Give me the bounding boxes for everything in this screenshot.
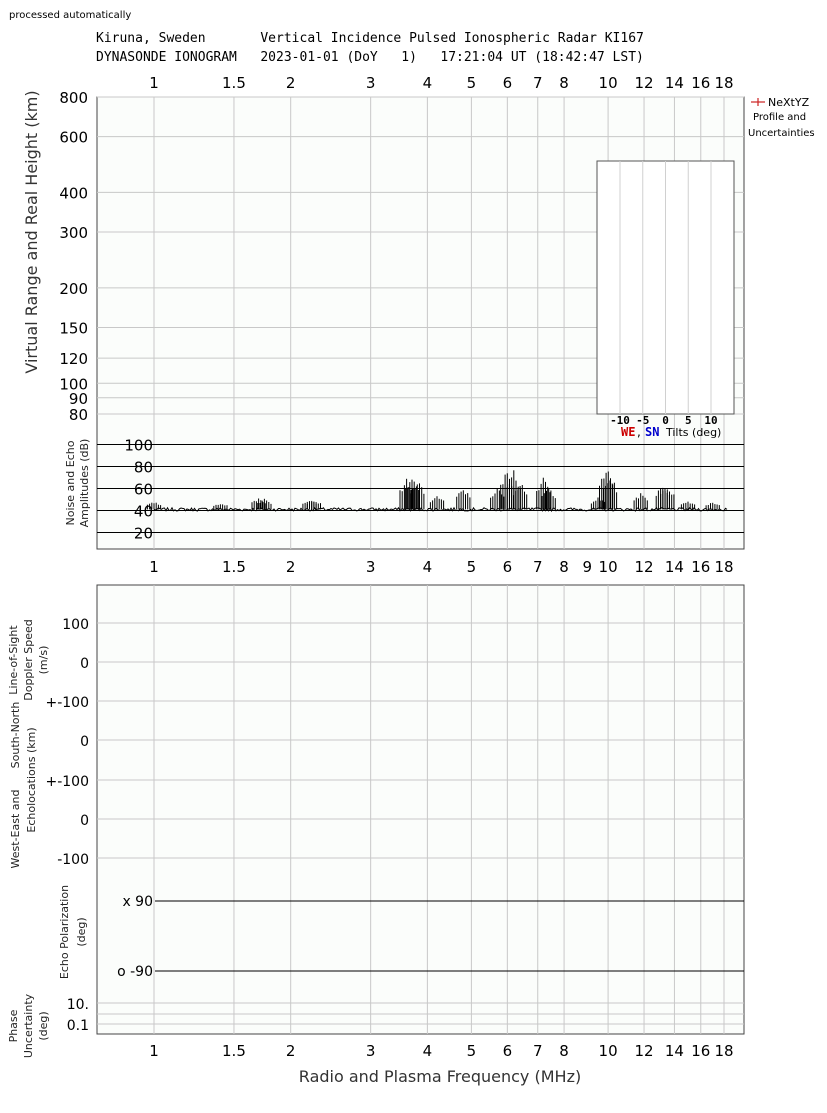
tilt-tick-label: 10 xyxy=(704,414,718,427)
amplitude-x-tick-label: 12 xyxy=(634,558,654,576)
legend-line3: Uncertainties xyxy=(748,128,815,139)
lower-x-tick-label: 1 xyxy=(149,1042,159,1060)
polarization-tick-label: x 90 xyxy=(122,894,153,910)
height-x-tick-label: 14 xyxy=(664,74,684,92)
height-y-tick-label: 90 xyxy=(68,389,88,408)
lower-y-tick-label: 0 xyxy=(80,734,89,750)
height-y-tick-label: 200 xyxy=(59,279,88,298)
lower-x-tick-label: 3 xyxy=(365,1042,376,1060)
tilt-tick-label: 0 xyxy=(662,414,669,427)
amplitude-x-tick-label: 5 xyxy=(466,558,477,576)
phase-tick-label: 0.1 xyxy=(66,1018,89,1034)
amplitude-x-tick-label: 7 xyxy=(532,558,543,576)
amplitude-x-tick-label: 10 xyxy=(598,558,618,576)
height-x-tick-label: 7 xyxy=(532,74,543,92)
lower-x-tick-label: 4 xyxy=(422,1042,433,1060)
amplitude-x-tick-label: 14 xyxy=(664,558,684,576)
tilt-sn-label: SN xyxy=(645,425,660,439)
amplitude-x-tick-label: 2 xyxy=(285,558,296,576)
height-x-tick-label: 2 xyxy=(285,74,296,92)
processing-note: processed automatically xyxy=(9,10,132,21)
legend-title: NeXtYZ xyxy=(768,96,810,109)
legend-line2: Profile and xyxy=(753,112,807,123)
lower-x-tick-label: 14 xyxy=(664,1042,684,1060)
nextyz-legend xyxy=(748,96,815,139)
height-panel-x-ticks xyxy=(149,74,733,92)
height-x-tick-label: 8 xyxy=(559,74,569,92)
height-y-tick-label: 100 xyxy=(59,375,88,394)
height-y-tick-label: 400 xyxy=(59,184,88,203)
echo-title-3: Echolocations (km) xyxy=(25,727,38,833)
height-x-tick-label: 5 xyxy=(466,74,477,92)
amplitude-x-tick-label: 16 xyxy=(691,558,711,576)
lower-y-tick-label: +-100 xyxy=(45,774,89,790)
amplitude-x-tick-label: 9 xyxy=(582,558,593,576)
amplitude-axis-title-1: Noise and Echo xyxy=(64,440,77,526)
height-x-tick-label: 6 xyxy=(502,74,513,92)
height-axis-title: Virtual Range and Real Height (km) xyxy=(22,90,41,374)
amplitude-y-tick-label: 60 xyxy=(133,480,153,499)
echo-title-1: West-East and xyxy=(9,789,22,869)
height-x-tick-label: 18 xyxy=(714,74,734,92)
lower-x-tick-label: 7 xyxy=(532,1042,543,1060)
amplitude-y-tick-label: 20 xyxy=(133,524,153,543)
tilt-tick-label: -5 xyxy=(636,414,650,427)
lower-x-tick-label: 8 xyxy=(559,1042,569,1060)
doppler-title-1: Line-of-Sight xyxy=(7,625,20,695)
amplitude-y-tick-label: 40 xyxy=(133,502,153,521)
height-y-tick-label: 600 xyxy=(59,128,88,147)
echo-title-2: South-North xyxy=(9,701,22,769)
doppler-title-3: (m/s) xyxy=(37,645,50,675)
lower-x-tick-label: 5 xyxy=(466,1042,477,1060)
lower-x-tick-label: 1.5 xyxy=(222,1042,246,1060)
doppler-title-2: Doppler Speed xyxy=(22,619,35,701)
tilt-we-label: WE xyxy=(621,425,636,439)
amplitude-x-tick-label: 18 xyxy=(714,558,734,576)
amplitude-y-tick-label: 100 xyxy=(124,436,153,455)
lower-x-tick-label: 16 xyxy=(691,1042,711,1060)
height-x-tick-label: 1 xyxy=(149,74,159,92)
height-x-tick-label: 12 xyxy=(634,74,654,92)
height-y-tick-label: 150 xyxy=(59,319,88,338)
height-x-tick-label: 3 xyxy=(365,74,376,92)
amplitude-x-tick-label: 4 xyxy=(422,558,433,576)
height-panel-y-ticks xyxy=(59,89,88,424)
tilt-comma: , xyxy=(637,425,641,439)
height-x-tick-label: 16 xyxy=(691,74,711,92)
amplitude-x-ticks xyxy=(149,558,733,576)
lower-y-tick-label: 0 xyxy=(80,656,89,672)
tilt-units: Tilts (deg) xyxy=(666,426,722,439)
lower-panel-frame xyxy=(97,585,744,1034)
amplitude-x-tick-label: 8 xyxy=(559,558,569,576)
x-axis-title: Radio and Plasma Frequency (MHz) xyxy=(298,1067,582,1086)
polarization-title-2: (deg) xyxy=(75,917,88,947)
height-y-tick-label: 300 xyxy=(59,224,88,243)
phase-tick-label: 10. xyxy=(66,997,89,1013)
lower-y-tick-label: -100 xyxy=(57,852,89,868)
lower-x-tick-label: 6 xyxy=(502,1042,513,1060)
height-x-tick-label: 10 xyxy=(598,74,618,92)
height-y-tick-label: 80 xyxy=(68,406,88,424)
phase-title-2: Uncertainty xyxy=(22,993,35,1059)
phase-title-1: Phase xyxy=(7,1009,20,1043)
lower-x-tick-label: 2 xyxy=(285,1042,296,1060)
polarization-tick-label: o -90 xyxy=(117,964,153,980)
tilt-tick-label: -10 xyxy=(610,414,630,427)
tilt-tick-label: 5 xyxy=(684,414,692,427)
amplitude-axis-title-2: Amplitudes (dB) xyxy=(78,438,91,528)
height-y-tick-label: 120 xyxy=(59,350,88,369)
lower-x-tick-label: 12 xyxy=(634,1042,654,1060)
ionogram-timestamp: DYNASONDE IONOGRAM 2023-01-01 (DoY 1) 17:21:04 UT (18:42:47 LST) xyxy=(96,50,644,65)
amplitude-x-tick-label: 1.5 xyxy=(222,558,246,576)
amplitude-y-tick-label: 80 xyxy=(133,458,153,477)
amplitude-x-tick-label: 3 xyxy=(365,558,376,576)
lower-y-tick-label: 100 xyxy=(62,617,89,633)
phase-title-3: (deg) xyxy=(37,1011,50,1041)
polarization-title-1: Echo Polarization xyxy=(58,884,71,980)
amplitude-x-tick-label: 1 xyxy=(149,558,159,576)
lower-y-tick-label: +-100 xyxy=(45,695,89,711)
amplitude-x-tick-label: 6 xyxy=(502,558,513,576)
height-x-tick-label: 1.5 xyxy=(222,74,246,92)
station-title: Kiruna, Sweden Vertical Incidence Pulsed Ionospheric Radar KI167 xyxy=(96,31,644,46)
lower-x-tick-label: 18 xyxy=(714,1042,734,1060)
lower-y-tick-label: 0 xyxy=(80,813,89,829)
lower-x-tick-label: 10 xyxy=(598,1042,618,1060)
height-y-tick-label: 800 xyxy=(59,89,88,107)
height-x-tick-label: 4 xyxy=(422,74,433,92)
lower-panel-x-ticks xyxy=(149,1042,733,1060)
